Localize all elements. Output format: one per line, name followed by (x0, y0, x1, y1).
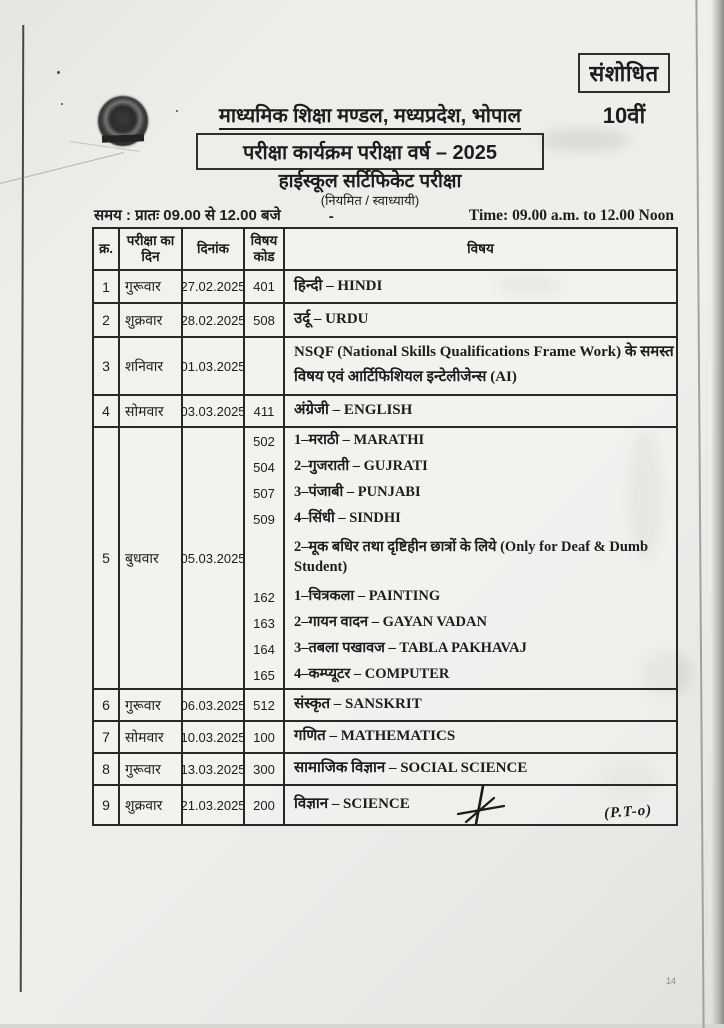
subject-entry (245, 428, 676, 454)
row-subject: उर्दू – URDU (294, 311, 369, 328)
seal-banner-icon (102, 134, 144, 142)
row-code: 401 (245, 271, 285, 302)
row-day: गुरूवार (120, 754, 183, 784)
row-code: 300 (245, 754, 285, 784)
subject-entry (245, 610, 676, 636)
entry-text: 1–चित्रकला – PAINTING (294, 588, 441, 605)
exam-mode: (नियमित / स्वाध्यायी) (320, 193, 420, 208)
row-sno: 7 (94, 722, 120, 752)
class-label: 10वीं (602, 103, 646, 128)
row-sno: 2 (94, 304, 120, 336)
entry-code: 163 (245, 610, 285, 636)
table-row (94, 754, 676, 786)
entry-code: 165 (245, 662, 285, 688)
scan-speck (57, 71, 60, 74)
fold-line (20, 25, 25, 992)
table-row (94, 271, 676, 304)
row-day: बुधवार (120, 428, 183, 688)
entry-text: 2–गायन वादन – GAYAN VADAN (294, 614, 487, 631)
board-seal-logo (98, 96, 148, 146)
entry-text: 1–मराठी – MARATHI (294, 432, 425, 449)
row-day: सोमवार (120, 722, 183, 752)
time-english: Time: 09.00 a.m. to 12.00 Noon (468, 207, 674, 224)
table-row (94, 338, 676, 396)
row-day: शुक्रवार (120, 786, 183, 824)
org-title-text: माध्यमिक शिक्षा मण्डल, मध्यप्रदेश, भोपाल (219, 105, 521, 130)
entry-text: 4–कम्प्यूटर – COMPUTER (294, 666, 450, 683)
table-row (94, 690, 676, 722)
multi-subject-list (245, 428, 676, 688)
entry-text: 3–तबला पखावज – TABLA PAKHAVAJ (294, 640, 527, 657)
header-date: दिनांक (183, 229, 245, 269)
row-date: 13.03.2025 (183, 754, 245, 784)
program-title-box (196, 133, 544, 170)
table-row (94, 786, 676, 824)
page-edge-line (695, 0, 704, 1028)
row-day: सोमवार (120, 396, 183, 426)
row-date: 01.03.2025 (183, 338, 245, 394)
row-sno: 4 (94, 396, 120, 426)
row-code: 200 (245, 786, 285, 824)
entry-code: 162 (245, 584, 285, 610)
subject-entry (245, 480, 676, 506)
table-row (94, 396, 676, 428)
row-date: 10.03.2025 (183, 722, 245, 752)
row-date: 05.03.2025 (183, 428, 245, 688)
row-sno: 8 (94, 754, 120, 784)
row-sno: 5 (94, 428, 120, 688)
scan-speck (61, 103, 63, 105)
exam-title: हाईस्कूल सर्टिफिकेट परीक्षा (278, 171, 462, 192)
scan-smudge (540, 128, 630, 152)
row-date: 03.03.2025 (183, 396, 245, 426)
entry-code: 509 (245, 506, 285, 532)
pto-label: (P.T-o) (603, 802, 653, 822)
header-subject: विषय (467, 241, 494, 257)
row-subject: गणित – MATHEMATICS (294, 728, 456, 745)
row-subject: विज्ञान – SCIENCE (294, 796, 410, 813)
row-day: गुरूवार (120, 271, 183, 302)
subject-entry (245, 662, 676, 688)
entry-text: 4–सिंधी – SINDHI (294, 510, 401, 527)
page-number: 14 (666, 976, 677, 986)
row-day: गुरूवार (120, 690, 183, 720)
row-date: 27.02.2025 (183, 271, 245, 302)
subject-entry (245, 584, 676, 610)
table-header-row (94, 229, 676, 271)
header-day: परीक्षा का दिन (120, 229, 183, 269)
subject-entry (245, 636, 676, 662)
table-row (94, 304, 676, 338)
time-hindi: समय : प्रातः 09.00 से 12.00 बजे (94, 207, 281, 224)
row-date: 21.03.2025 (183, 786, 245, 824)
header-sno: क्र. (94, 229, 120, 269)
row-sno: 3 (94, 338, 120, 394)
entry-code: 502 (245, 428, 285, 454)
row-sno: 9 (94, 786, 120, 824)
exam-timetable (92, 227, 678, 826)
time-separator: - (328, 208, 334, 225)
entry-code: 504 (245, 454, 285, 480)
row-subject: हिन्दी – HINDI (294, 277, 383, 294)
subject-entry (245, 454, 676, 480)
row-day: शनिवार (120, 338, 183, 394)
row-sno: 1 (94, 271, 120, 302)
subject-entry (245, 532, 676, 584)
revised-stamp: संशोधित (578, 53, 670, 93)
row-sno: 6 (94, 690, 120, 720)
row-subject: सामाजिक विज्ञान – SOCIAL SCIENCE (294, 760, 528, 777)
entry-code (245, 532, 285, 584)
table-row (94, 722, 676, 754)
header-code: विषय कोड (245, 229, 285, 269)
entry-text: 2–गुजराती – GUJRATI (294, 458, 428, 475)
row-code: 411 (245, 396, 285, 426)
subject-entry (245, 506, 676, 532)
row-subject: NSQF (National Skills Qualifications Frame Work) के समस्त विषय एवं आर्टिफिशियल इन्टेलीजेन्स (AI) (294, 344, 674, 385)
row-code: 100 (245, 722, 285, 752)
row-code (245, 338, 285, 394)
time-row (94, 205, 674, 225)
org-title (152, 101, 588, 128)
program-title-text: परीक्षा कार्यक्रम परीक्षा वर्ष – 2025 (242, 142, 498, 164)
entry-text: 2–मूक बधिर तथा दृष्टिहीन छात्रों के लिये (Only for Deaf & Dumb Student) (294, 539, 649, 575)
row-day: शुक्रवार (120, 304, 183, 336)
row-subject: अंग्रेजी – ENGLISH (294, 402, 413, 419)
row-subject: संस्कृत – SANSKRIT (294, 696, 422, 713)
entry-code: 507 (245, 480, 285, 506)
row-date: 28.02.2025 (183, 304, 245, 336)
handwritten-asterisk-icon (452, 784, 514, 832)
row-date: 06.03.2025 (183, 690, 245, 720)
entry-code: 164 (245, 636, 285, 662)
row-code: 508 (245, 304, 285, 336)
row-code: 512 (245, 690, 285, 720)
table-row-multi-subject (94, 428, 676, 690)
paper-crease (0, 152, 124, 185)
entry-text: 3–पंजाबी – PUNJABI (294, 484, 421, 501)
page-edge-shadow (711, 0, 724, 1024)
